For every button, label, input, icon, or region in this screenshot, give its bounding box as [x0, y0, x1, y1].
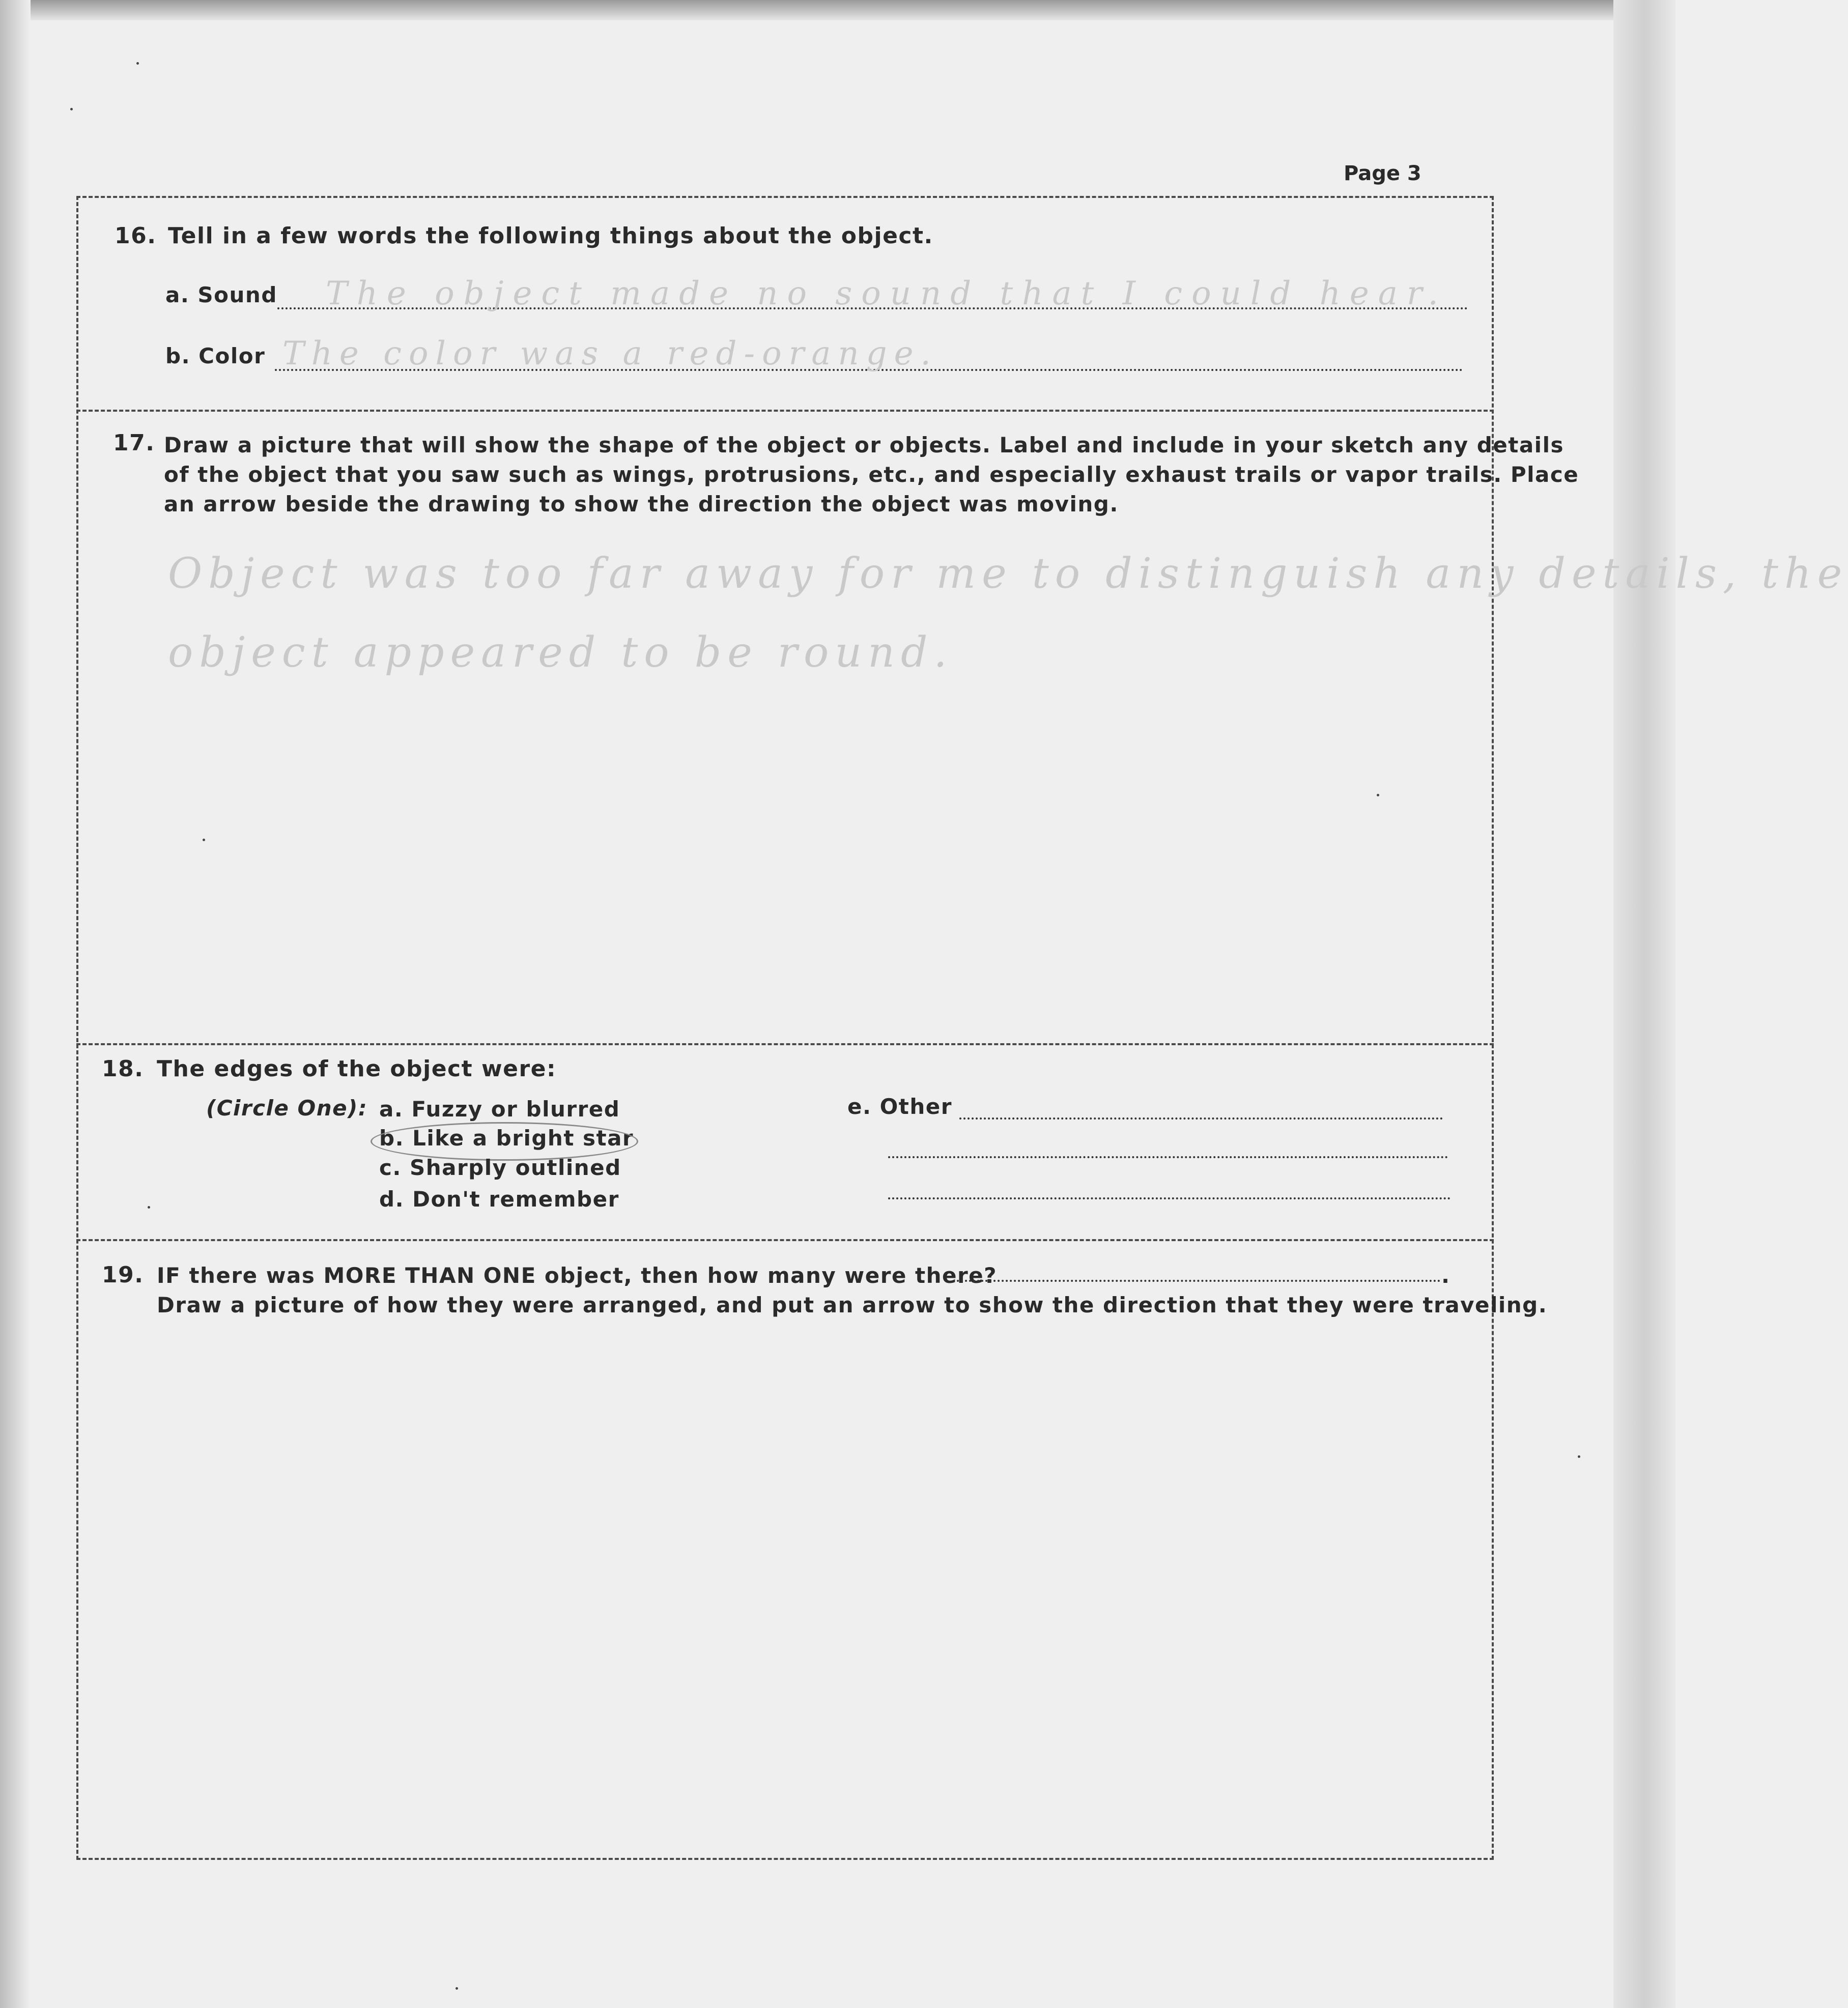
scan-speck — [70, 108, 73, 110]
q17-number: 17. — [113, 430, 155, 456]
q18-option-a[interactable]: a. Fuzzy or blurred — [379, 1097, 620, 1122]
scan-speck — [1578, 1455, 1580, 1458]
divider-17-18 — [76, 1043, 1494, 1045]
q16-prompt: Tell in a few words the following things about the object. — [168, 223, 933, 249]
scan-speck — [203, 839, 205, 841]
q18-number: 18. — [102, 1056, 144, 1082]
scan-speck — [148, 1206, 150, 1209]
q17-line3: an arrow beside the drawing to show the direction the object was moving. — [164, 492, 1119, 517]
q17-line1: Draw a picture that will show the shape of the object or objects. Label and include in your sketch any details — [164, 433, 1564, 457]
divider-18-19 — [76, 1239, 1494, 1241]
q17-answer-line1[interactable]: Object was too far away for me to distinguish any details, the — [168, 550, 1848, 598]
q19-line1: IF there was MORE THAN ONE object, then how many were there? — [157, 1263, 998, 1288]
q17-answer-line2[interactable]: object appeared to be round. — [168, 628, 953, 677]
scan-left-shadow — [0, 0, 31, 2008]
q17-line2: of the object that you saw such as wings, protrusions, etc., and especially exhaust trails or vapor trails. Place — [164, 462, 1579, 487]
q18-option-c[interactable]: c. Sharply outlined — [379, 1155, 621, 1180]
q19-terminal: . — [1441, 1263, 1451, 1288]
q18-option-b[interactable]: b. Like a bright star — [379, 1126, 634, 1151]
page-number: Page 3 — [1344, 162, 1421, 185]
scan-top-shadow — [0, 0, 1675, 20]
q18-circle-one: (Circle One): — [206, 1096, 368, 1121]
q16-color-answer[interactable]: The color was a red-orange. — [282, 335, 938, 372]
divider-16-17 — [76, 410, 1494, 412]
q19-count-blank[interactable] — [957, 1280, 1440, 1282]
q18-prompt: The edges of the object were: — [157, 1056, 557, 1082]
q19-number: 19. — [102, 1262, 144, 1288]
scan-speck — [1377, 794, 1379, 796]
q18-other-blank-3[interactable] — [888, 1197, 1451, 1199]
q16-sound-label: a. Sound — [165, 282, 277, 307]
scan-right-shadow — [1613, 0, 1675, 2008]
q18-option-d[interactable]: d. Don't remember — [379, 1187, 619, 1212]
q16-color-label: b. Color — [165, 343, 266, 368]
scan-speck — [456, 1987, 458, 1990]
q16-sound-answer[interactable]: The object made no sound that I could hear. — [326, 275, 1447, 312]
q18-other-blank-2[interactable] — [888, 1156, 1448, 1158]
scan-speck — [136, 62, 139, 65]
q18-other-blank-1[interactable] — [959, 1117, 1443, 1120]
q19-line2: Draw a picture of how they were arranged, and put an arrow to show the direction that they were traveling. — [157, 1293, 1548, 1317]
q16-number: 16. — [115, 223, 157, 249]
q18-option-e-label: e. Other — [847, 1094, 952, 1119]
